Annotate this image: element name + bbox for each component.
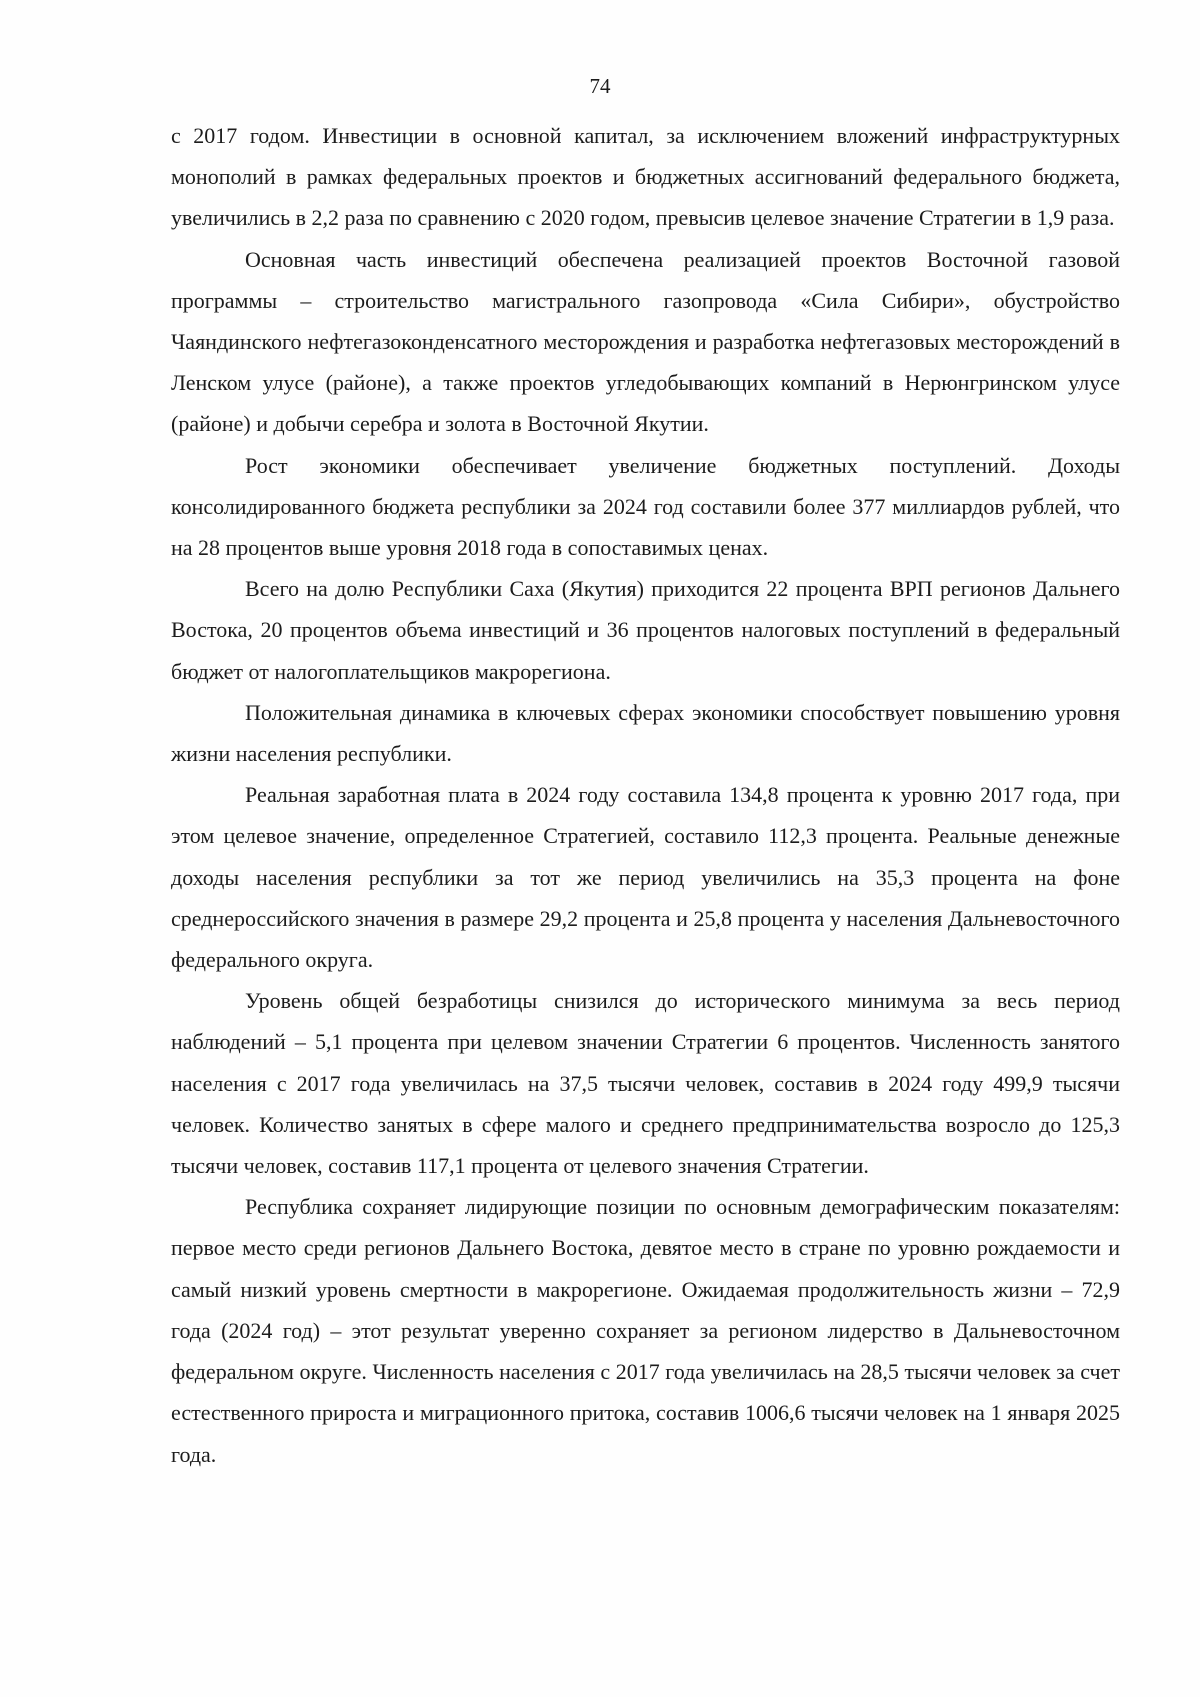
paragraph-gas-program: Основная часть инвестиций обеспечена реализацией проектов Восточной газовой программы – строительство магистрального газопровода «Сила Сибири», обустройство Чаяндинского нефтегазоконденсатного месторождения и разработка нефтегазовых месторождений в Ленском улусе (районе), а также проектов угледобывающих компаний в Нерюнгринском улусе (районе) и добычи серебра и золота в Восточной Якутии. [171,246,1120,437]
page-number: 74 [589,74,611,98]
paragraph-real-wages: Реальная заработная плата в 2024 году составила 134,8 процента к уровню 2017 года, при этом целевое значение, определенное Стратегией, составило 112,3 процента. Реальные денежные доходы населения республики за тот же период увеличились на 35,3 процента на фоне среднероссийского значения в размере 29,2 процента и 25,8 процента у населения Дальневосточного федерального округа. [171,782,1120,973]
paragraph-demographics: Республика сохраняет лидирующие позиции по основным демографическим показателям: первое место среди регионов Дальнего Востока, девятое место в стране по уровню рождаемости и самый низкий уровень смертности в макрорегионе. Ожидаемая продолжительность жизни – 72,9 года (2024 год) – этот результат уверенно сохраняет за регионом лидерство в Дальневосточном федеральном округе. Численность населения с 2017 года увеличилась на 28,5 тысячи человек за счет естественного прироста и миграционного притока, составив 1006,6 тысячи человек на 1 января 2025 года. [171,1194,1120,1467]
paragraph-living-standards: Положительная динамика в ключевых сферах экономики способствует повышению уровня жизни населения республики. [171,699,1120,767]
paragraph-investments: с 2017 годом. Инвестиции в основной капитал, за исключением вложений инфраструктурных монополий в рамках федеральных проектов и бюджетных ассигнований федерального бюджета, увеличились в 2,2 раза по сравнению с 2020 годом, превысив целевое значение Стратегии в 1,9 раза. [171,123,1120,231]
paragraph-unemployment: Уровень общей безработицы снизился до исторического минимума за весь период наблюдений – 5,1 процента при целевом значении Стратегии 6 процентов. Численность занятого населения с 2017 года увеличилась на 37,5 тысячи человек, составив в 2024 году 499,9 тысячи человек. Количество занятых в сфере малого и среднего предпринимательства возросло до 125,3 тысячи человек, составив 117,1 процента от целевого значения Стратегии. [171,988,1120,1179]
paragraph-budget-revenue: Рост экономики обеспечивает увеличение бюджетных поступлений. Доходы консолидированного бюджета республики за 2024 год составили более 377 миллиардов рублей, что на 28 процентов выше уровня 2018 года в сопоставимых ценах. [171,452,1120,561]
paragraph-regional-share: Всего на долю Республики Саха (Якутия) приходится 22 процента ВРП регионов Дальнего Востока, 20 процентов объема инвестиций и 36 процентов налоговых поступлений в федеральный бюджет от налогоплательщиков макрорегиона. [171,576,1120,684]
document-body [171,115,1120,1475]
